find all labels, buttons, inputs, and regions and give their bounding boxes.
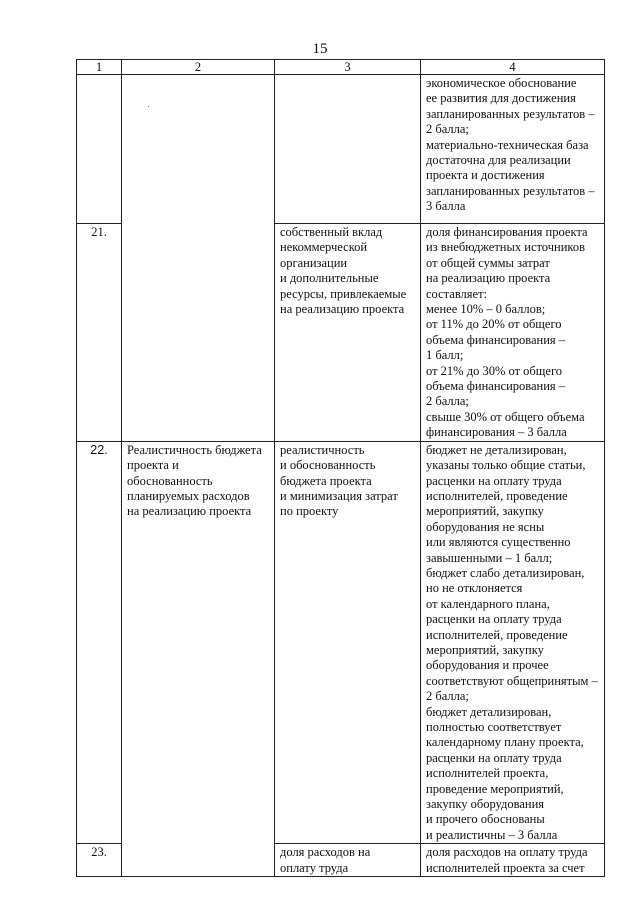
- text-line: бюджет слабо детализирован,: [426, 565, 585, 580]
- scoring-cell: [421, 224, 605, 442]
- text-line: мероприятий, закупку: [426, 642, 544, 657]
- text-line: бюджета проекта: [280, 473, 372, 488]
- text-line: обоснованность: [127, 473, 213, 488]
- text-line: расценки на оплату труда: [426, 750, 562, 765]
- criterion-cell: [122, 75, 275, 442]
- text-line: некоммерческой: [280, 240, 368, 255]
- column-header: 4: [421, 60, 605, 75]
- indicator-cell: [275, 844, 421, 877]
- text-line: 2 балла;: [426, 394, 469, 409]
- table-header-row: [77, 60, 605, 75]
- text-line: полностью соответствует: [426, 720, 562, 734]
- text-line: и минимизация затрат: [280, 488, 398, 503]
- page-number: 15: [312, 41, 328, 57]
- text-line: 2 балла;: [426, 689, 469, 704]
- text-line: из внебюджетных источников: [426, 240, 585, 255]
- text-line: 1 балл;: [426, 348, 464, 363]
- row-number-cell: 23.: [77, 844, 122, 877]
- text-line: объема финансирования –: [426, 379, 566, 394]
- text-line: проведение мероприятий,: [426, 781, 564, 796]
- text-line: 2 балла;: [426, 122, 469, 137]
- text-line: исполнителей проекта,: [426, 766, 549, 781]
- scoring-cell: [421, 75, 605, 224]
- text-line: от 11% до 20% от общего: [426, 317, 562, 332]
- text-line: исполнителей, проведение: [426, 627, 568, 642]
- text-line: ее развития для достижения: [426, 91, 576, 106]
- text-line: финансирования – 3 балла: [426, 425, 567, 440]
- text-line: и прочего обоснованы: [426, 812, 545, 827]
- text-line: или являются существенно: [426, 535, 571, 550]
- text-line: собственный вклад: [280, 225, 383, 239]
- text-line: менее 10% – 0 баллов;: [426, 302, 546, 317]
- text-line: составляет:: [426, 286, 488, 301]
- text-line: от общей суммы затрат: [426, 255, 550, 270]
- text-line: достаточна для реализации: [426, 153, 571, 168]
- text-line: запланированных результатов –: [426, 183, 595, 198]
- indicator-cell: [275, 441, 421, 844]
- text-line: исполнителей, проведение: [426, 488, 568, 503]
- column-header: 2: [122, 60, 275, 75]
- text-line: проекта и: [127, 458, 179, 473]
- text-line: от календарного плана,: [426, 596, 550, 611]
- row-number-cell: [77, 75, 122, 224]
- text-line: но не отклоняется: [426, 581, 523, 596]
- text-line: бюджет детализирован,: [426, 704, 552, 719]
- table-row: [77, 75, 605, 224]
- text-line: объема финансирования –: [426, 332, 566, 347]
- indicator-cell: [275, 224, 421, 442]
- text-line: на реализацию проекта: [426, 271, 551, 286]
- text-line: на реализацию проекта: [127, 504, 252, 519]
- text-line: расценки на оплату труда: [426, 473, 562, 488]
- scoring-cell: [421, 844, 605, 877]
- text-line: Реалистичность бюджета: [127, 442, 262, 457]
- text-line: ресурсы, привлекаемые: [280, 286, 407, 301]
- text-line: оборудования не ясны: [426, 519, 545, 534]
- table-row: [77, 441, 605, 844]
- row-number-cell: 21.: [77, 224, 122, 442]
- text-line: соответствуют общепринятым –: [426, 673, 598, 688]
- text-line: календарному плану проекта,: [426, 735, 584, 750]
- text-line: исполнителей проекта за счет: [426, 860, 585, 875]
- row-number-cell: [77, 441, 122, 844]
- text-line: планируемых расходов: [127, 488, 250, 503]
- text-line: бюджет не детализирован,: [426, 442, 567, 457]
- scoring-cell: [421, 441, 605, 844]
- indicator-cell: [275, 75, 421, 224]
- text-line: реалистичность: [280, 442, 365, 457]
- row-number: 22.: [90, 442, 108, 457]
- text-line: от 21% до 30% от общего: [426, 363, 563, 378]
- criteria-table: [76, 59, 605, 877]
- text-line: и обоснованность: [280, 458, 376, 473]
- text-line: на реализацию проекта: [280, 302, 405, 317]
- text-line: по проекту: [280, 504, 339, 519]
- text-line: закупку оборудования: [426, 797, 545, 812]
- text-line: доля расходов на: [280, 845, 371, 860]
- text-line: и реалистичны – 3 балла: [426, 827, 558, 842]
- text-line: указаны только общие статьи,: [426, 458, 586, 473]
- text-line: доля расходов на оплату труда: [426, 845, 588, 860]
- text-line: запланированных результатов –: [426, 106, 595, 121]
- text-line: оборудования и прочее: [426, 658, 549, 673]
- text-line: экономическое обоснование: [426, 76, 577, 90]
- text-line: организации: [280, 255, 348, 270]
- criterion-cell: [122, 441, 275, 877]
- text-line: оплату труда: [280, 860, 349, 875]
- text-line: материально-техническая база: [426, 137, 589, 152]
- text-line: завышенными – 1 балл;: [426, 550, 553, 565]
- column-header: 3: [275, 60, 421, 75]
- text-line: свыше 30% от общего объема: [426, 409, 585, 424]
- text-line: расценки на оплату труда: [426, 612, 562, 627]
- text-line: мероприятий, закупку: [426, 504, 544, 519]
- text-line: доля финансирования проекта: [426, 225, 588, 239]
- scan-speck: [148, 106, 149, 107]
- text-line: проекта и достижения: [426, 168, 545, 183]
- column-header: 1: [77, 60, 122, 75]
- text-line: 3 балла: [426, 199, 466, 214]
- text-line: и дополнительные: [280, 271, 379, 286]
